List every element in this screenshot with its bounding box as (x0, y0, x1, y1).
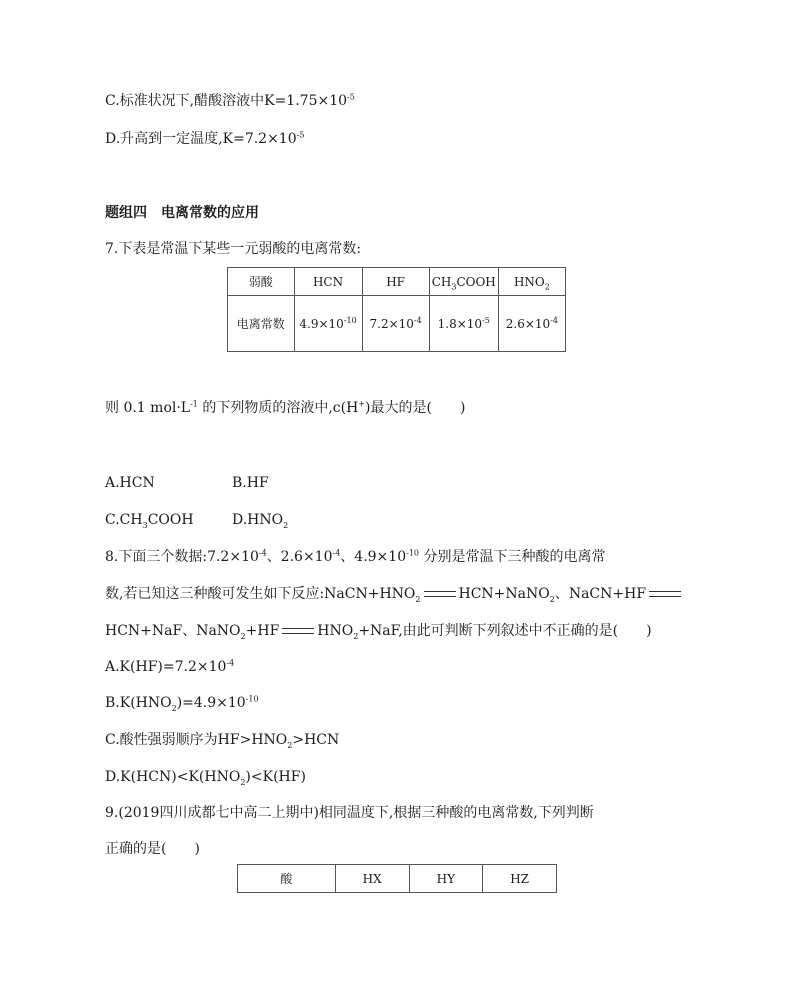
q8-option-c-a: C.酸性强弱顺序为HF>HNO (105, 732, 288, 748)
q8-line2-b: HCN+NaNO (458, 586, 550, 602)
q8-option-d (105, 768, 306, 786)
q8-line1-a: 8.下面三个数据:7.2×10 (105, 549, 259, 565)
q9-header-hx: HX (335, 865, 409, 893)
q8-option-b-exp: -10 (245, 694, 259, 704)
q8-option-a-text: A.K(HF)=7.2×10 (105, 659, 227, 675)
q9-line2-a: 正确的是( (105, 841, 167, 857)
q8-option-c-sub: 2 (287, 740, 293, 750)
q7-option-c (105, 511, 194, 529)
q8-line1-e2: -4 (332, 548, 341, 558)
q8-line3-e: ) (646, 623, 652, 639)
q7-stem: 7.下表是常温下某些一元弱酸的电离常数: (105, 241, 362, 257)
q9-header-acid: 酸 (238, 865, 336, 893)
q6-option-c (105, 92, 355, 110)
q7-value-hno2-exp: -4 (550, 315, 558, 325)
q8-option-d-a: D.K(HCN)<K(HNO (105, 769, 241, 785)
q7-option-c-a: C.CH (105, 512, 143, 528)
q7-question-exp2: + (358, 399, 366, 409)
q8-option-d-b: )<K(HF) (245, 769, 306, 785)
q7-header-hno2 (498, 268, 565, 296)
q6-option-c-exp: -5 (347, 92, 355, 102)
q7-option-a: A.HCN (105, 475, 155, 491)
q9-line2-b: ) (194, 841, 200, 857)
q8-line3-c: HNO (317, 623, 354, 639)
q9-line-1: 9.(2019四川成都七中高二上期中)相同温度下,根据三种酸的电离常数,下列判断 (105, 805, 594, 821)
section-heading: 题组四 电离常数的应用 (105, 205, 259, 221)
q7-option-d-a: D.HNO (232, 512, 284, 528)
q7-option-d (232, 511, 288, 529)
q8-option-b-b: )=4.9×10 (176, 695, 246, 711)
q8-line1-e1: -4 (258, 548, 267, 558)
q8-option-a (105, 658, 234, 676)
q6-option-d (105, 130, 304, 148)
q7-value-ch3cooh-base: 1.8×10 (437, 316, 483, 331)
q7-table (227, 267, 566, 352)
q7-option-d-sub: 2 (283, 520, 289, 530)
equals-sign-icon (282, 628, 314, 634)
q7-header-hf: HF (362, 268, 429, 296)
q8-line2-s2: 2 (549, 594, 555, 604)
q7-header-label: 弱酸 (228, 268, 295, 296)
q7-question-b: 的下列物质的溶液中,c(H (197, 400, 359, 416)
q7-value-hcn (294, 296, 362, 352)
q7-value-hcn-exp: -10 (343, 315, 357, 325)
q7-question-c: )最大的是( (365, 400, 432, 416)
equals-sign-icon (424, 591, 456, 597)
q7-header-hno2-sub: 2 (544, 281, 550, 291)
q6-option-c-text: C.标准状况下,醋酸溶液中K=1.75×10 (105, 93, 348, 109)
q7-table-value-row (228, 296, 566, 352)
q7-value-hf (362, 296, 429, 352)
q7-value-hno2-base: 2.6×10 (505, 316, 551, 331)
q7-header-ch3cooh-a: CH (431, 274, 452, 289)
q7-row-label: 电离常数 (228, 296, 295, 352)
q9-table (237, 864, 557, 893)
q8-line1-b: 、2.6×10 (266, 549, 333, 565)
q7-option-b: B.HF (232, 475, 269, 491)
q8-line3-b: +HF (245, 623, 280, 639)
q9-header-hy: HY (409, 865, 483, 893)
q8-line1-c: 、4.9×10 (340, 549, 407, 565)
q7-question-d: ) (459, 400, 466, 416)
q8-line2-a: 数,若已知这三种酸可发生如下反应:NaCN+HNO (105, 586, 416, 602)
q9-header-hz: HZ (483, 865, 557, 893)
q7-value-ch3cooh-exp: -5 (482, 315, 490, 325)
q8-line-2 (105, 585, 684, 603)
q7-value-hcn-base: 4.9×10 (299, 316, 344, 331)
q8-line3-s1: 2 (240, 631, 246, 641)
q8-line2-c: 、NaCN+HF (554, 586, 647, 602)
q7-header-ch3cooh-b: COOH (456, 274, 496, 289)
q8-option-d-sub: 2 (240, 777, 246, 787)
q7-table-header-row (228, 268, 566, 296)
q7-question-exp: -1 (190, 399, 198, 409)
q8-line2-s1: 2 (415, 594, 421, 604)
q7-value-ch3cooh (429, 296, 498, 352)
q7-value-hno2 (498, 296, 565, 352)
q9-line-2 (105, 840, 200, 858)
q8-option-b-a: B.K(HNO (105, 695, 172, 711)
q7-header-hno2-a: HNO (513, 274, 545, 289)
q8-line3-a: HCN+NaF、NaNO (105, 623, 241, 639)
q8-option-b (105, 694, 259, 712)
q8-line1-d: 分别是常温下三种酸的电离常 (419, 549, 606, 565)
q8-line1-e3: -10 (406, 548, 419, 558)
q7-option-c-sub: 3 (142, 520, 148, 530)
q6-option-d-text: D.升高到一定温度,K=7.2×10 (105, 131, 297, 147)
q8-option-b-sub: 2 (171, 703, 177, 713)
q8-option-a-exp: -4 (226, 658, 235, 668)
q8-option-c-b: >HCN (292, 732, 340, 748)
q6-option-d-exp: -5 (296, 130, 305, 140)
q7-header-hcn: HCN (294, 268, 362, 296)
q8-option-c (105, 731, 339, 749)
q9-table-header-row (238, 865, 557, 893)
q8-line3-d: +NaF,由此可判断下列叙述中不正确的是( (358, 623, 619, 639)
q7-question (105, 399, 465, 417)
q8-line3-s2: 2 (353, 631, 359, 641)
q7-option-c-b: COOH (147, 512, 194, 528)
q8-line-3 (105, 622, 652, 640)
q7-question-a: 则 0.1 mol·L (105, 400, 191, 416)
q7-value-hf-exp: -4 (413, 315, 422, 325)
q7-value-hf-base: 7.2×10 (369, 316, 414, 331)
q8-line-1 (105, 548, 605, 566)
equals-sign-icon (649, 591, 681, 597)
q7-header-ch3cooh-sub: 3 (451, 281, 457, 291)
q7-header-ch3cooh (429, 268, 498, 296)
